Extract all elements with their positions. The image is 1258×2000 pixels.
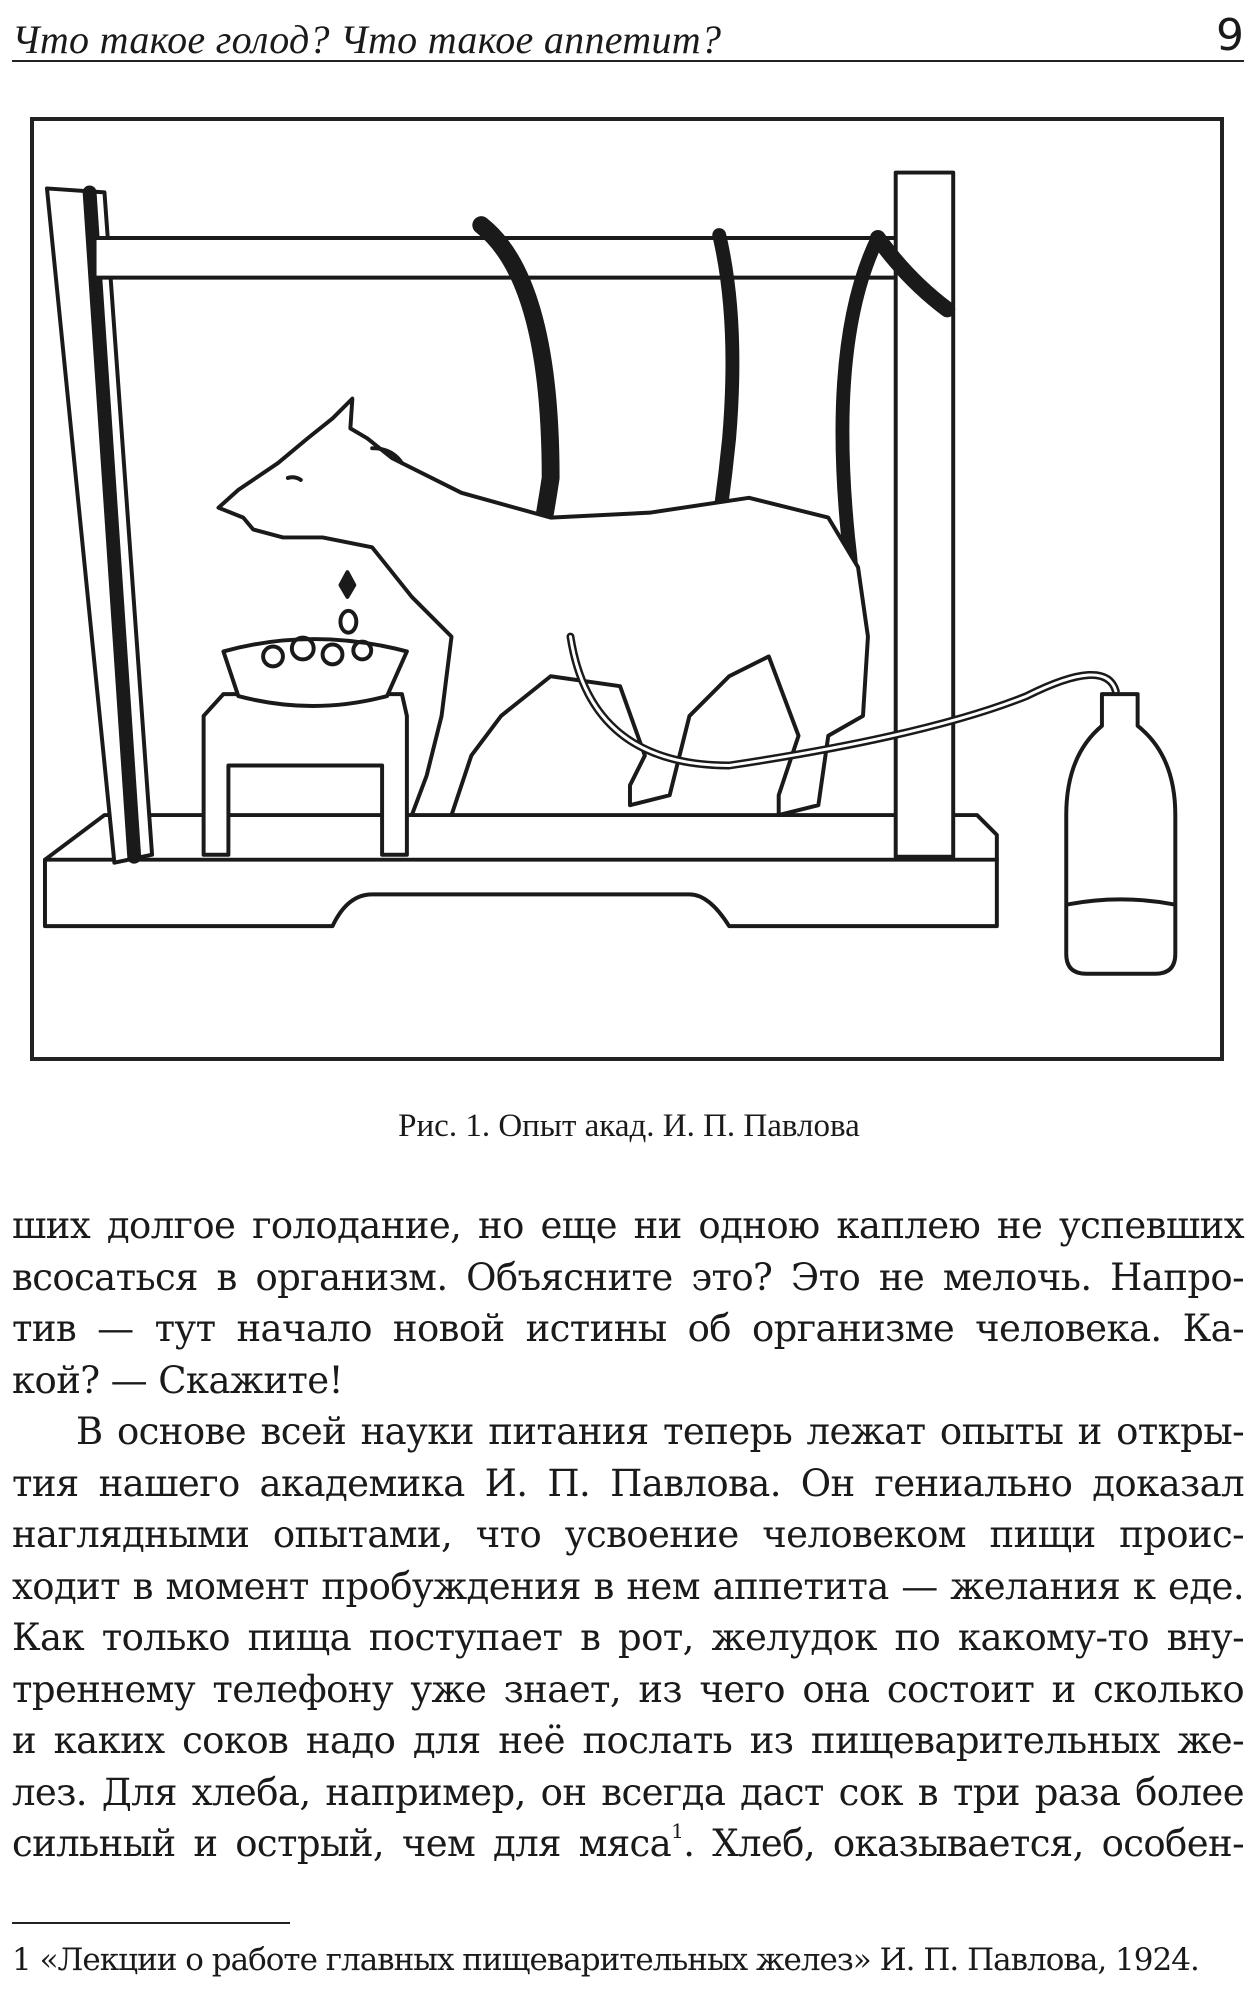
body-text [12, 1200, 1244, 1870]
text-line: лез. Для хлеба, например, он всегда даст сок в три раза более [12, 1770, 1244, 1814]
text-line: Как только пища поступает в рот, желудок по какому-то вну- [12, 1616, 1244, 1659]
dog-experiment-drawing [34, 121, 1220, 1057]
text-line: ших долгое голодание, но еще ни одною каплею не успевших [12, 1204, 1244, 1247]
running-title: Что такое голод? Что такое аппетит? [12, 17, 722, 62]
text-line: наглядными опытами, что усвоение человеком пищи проис- [12, 1513, 1244, 1556]
footnote: 1 «Лекции о работе главных пищеварительных желез» И. П. Павлова, 1924. [12, 1942, 1199, 1978]
text-line: тив — тут начало новой истины об организме человека. Ка- [12, 1307, 1244, 1350]
text-line: треннему телефону уже знает, из чего она состоит и сколько [12, 1667, 1244, 1711]
footnote-divider [12, 1922, 290, 1924]
text-line: тия нашего академика И. П. Павлова. Он гениально доказал [12, 1461, 1244, 1505]
text-line: кой? — Скажите! [12, 1358, 343, 1402]
figure-caption: Рис. 1. Опыт акад. И. П. Павлова [398, 1108, 860, 1144]
text-line: всосаться в организм. Объясните это? Это не мелочь. Напро- [12, 1255, 1244, 1299]
text-fragment: сильный и острый, чем для мяса [12, 1822, 672, 1865]
platform [45, 815, 997, 926]
text-line: В основе всей науки питания теперь лежат опыты и откры- [76, 1410, 1244, 1453]
text-fragment: . Хлеб, оказывается, особен- [683, 1822, 1244, 1865]
collection-bottle [1066, 694, 1175, 974]
page-header [12, 10, 1244, 62]
footnote-ref: 1 [671, 1819, 684, 1843]
text-line: ходит в момент пробуждения в нем аппетита — желания к еде. [12, 1564, 1244, 1608]
page-number: 9 [1216, 10, 1244, 61]
text-line [12, 1818, 1244, 1870]
pavlov-experiment-illustration [30, 117, 1224, 1061]
text-line: и каких соков надо для неё послать из пищеварительных же- [12, 1719, 1244, 1762]
